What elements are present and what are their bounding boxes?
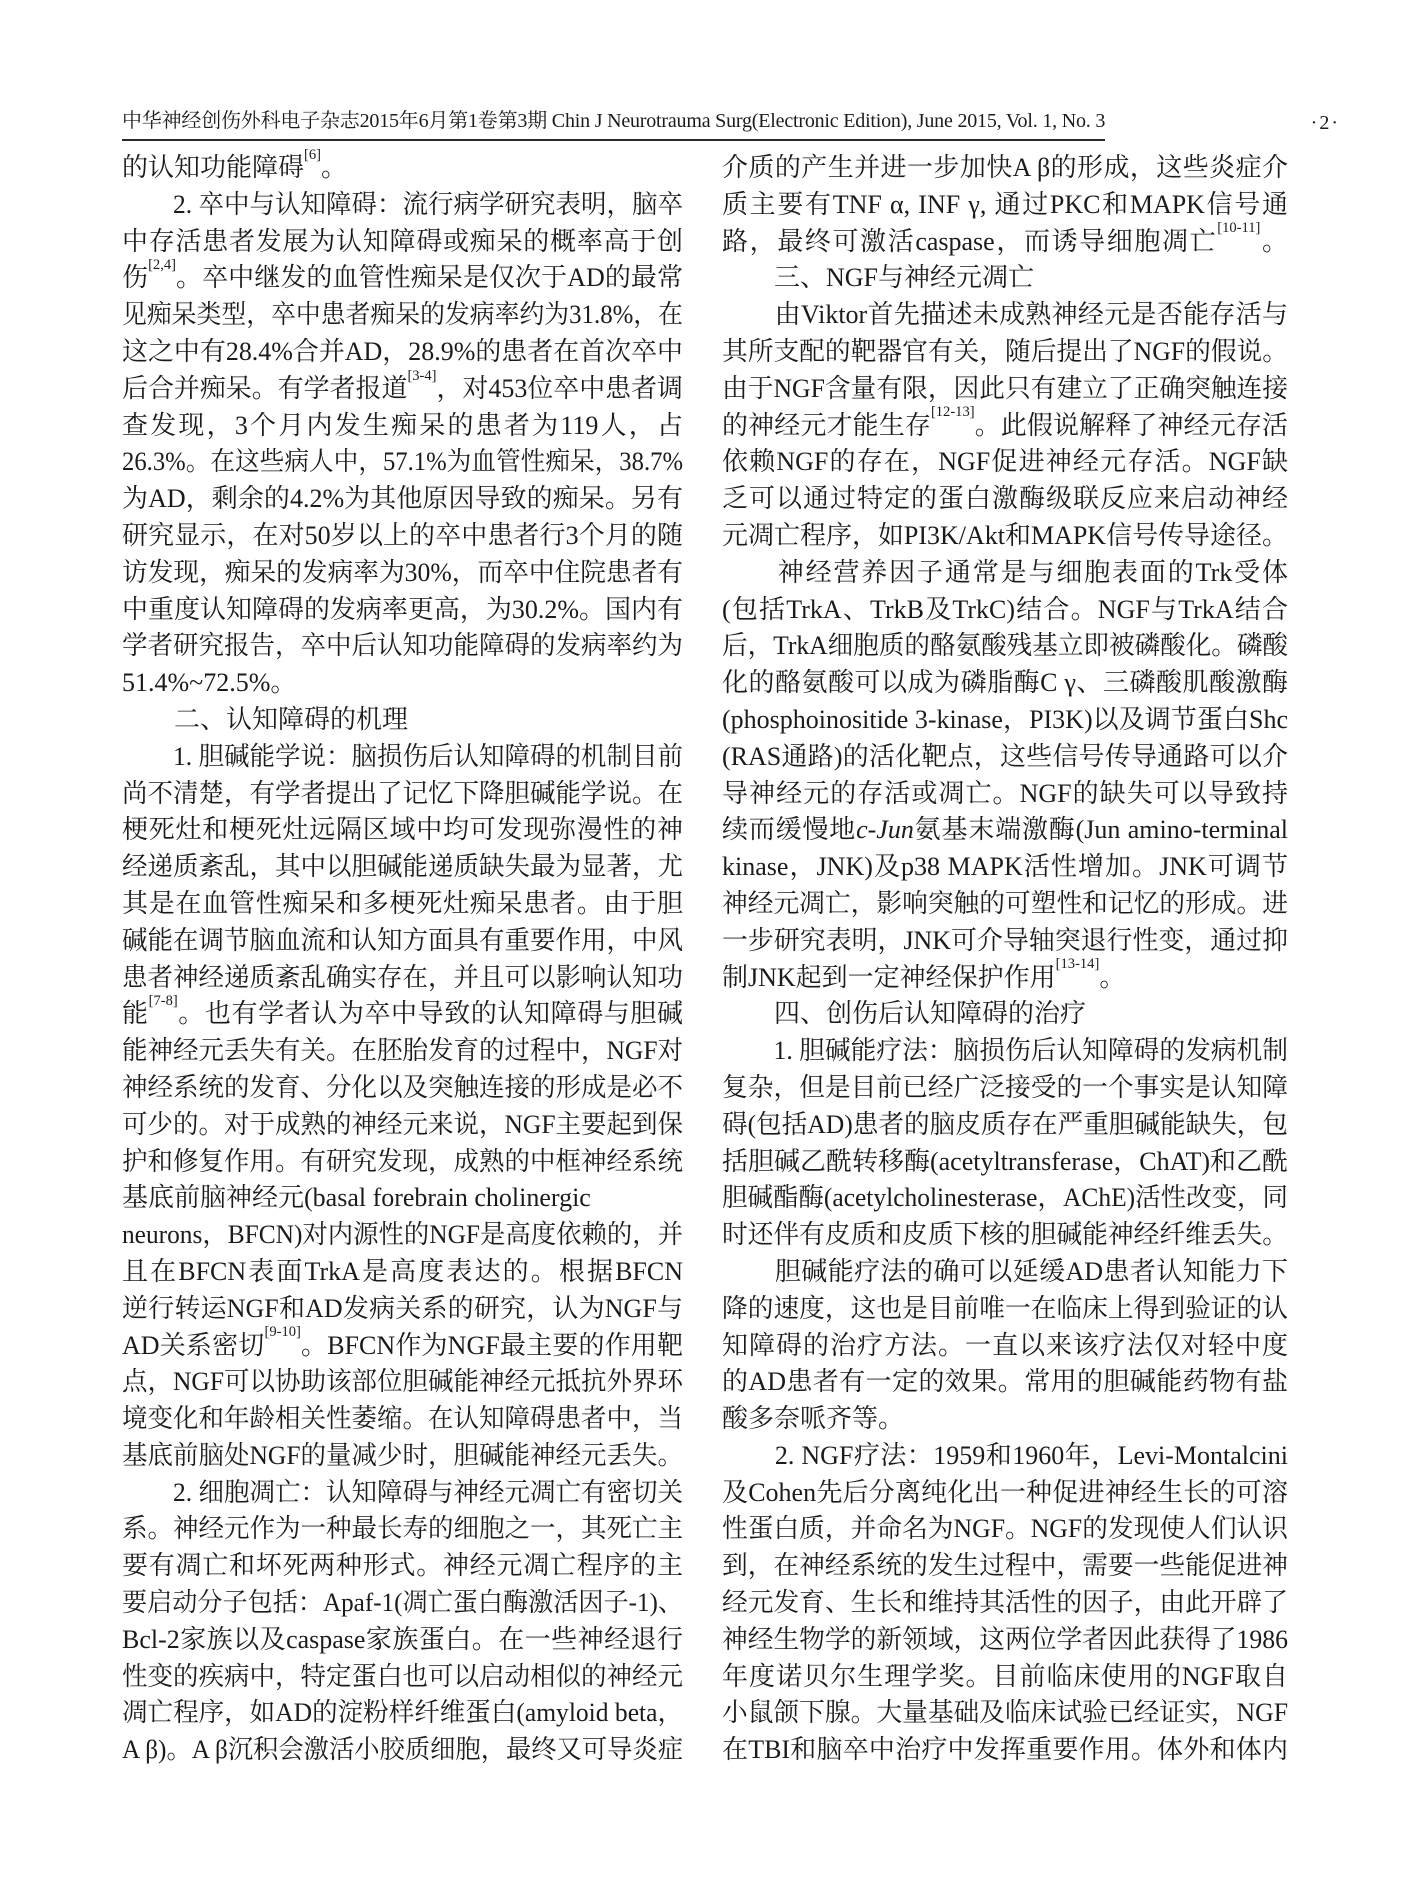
text-line: 由于NGF含量有限，因此只有建立了正确突触连接 bbox=[722, 373, 1288, 403]
text-line: 中存活患者发展为认知障碍或痴呆的概率高于创 bbox=[122, 226, 683, 256]
text-line: 梗死灶和梗死灶远隔区域中均可发现弥漫性的神 bbox=[122, 815, 683, 845]
text-line: 能[7-8]。也有学者认为卒中导致的认知障碍与胆碱 bbox=[122, 993, 683, 1029]
text-line: 为AD，剩余的4.2%为其他原因导致的痴呆。另有 bbox=[122, 484, 683, 514]
text-line: 四、创伤后认知障碍的治疗 bbox=[722, 999, 1087, 1029]
text-line: 1. 胆碱能学说：脑损伤后认知障碍的机制目前 bbox=[122, 741, 683, 771]
text-line: A β)。A β沉积会激活小胶质细胞，最终又可导炎症 bbox=[122, 1735, 683, 1765]
text-line: (phosphoinositide 3-kinase，PI3K)以及调节蛋白Shc bbox=[722, 704, 1288, 734]
text-line: Bcl-2家族以及caspase家族蛋白。在一些神经退行 bbox=[122, 1624, 683, 1654]
text-line: 逆行转运NGF和AD发病关系的研究，认为NGF与 bbox=[122, 1293, 683, 1323]
text-line: kinase，JNK)及p38 MAPK活性增加。JNK可调节 bbox=[722, 852, 1288, 882]
text-line: 后，TrkA细胞质的酪氨酸残基立即被磷酸化。磷酸 bbox=[722, 631, 1288, 661]
text-line: 2. 细胞凋亡：认知障碍与神经元凋亡有密切关 bbox=[122, 1477, 683, 1507]
text-line: 复杂，但是目前已经广泛接受的一个事实是认知障 bbox=[722, 1072, 1288, 1102]
text-line: 续而缓慢地c-Jun氨基末端激酶(Jun amino-terminal bbox=[722, 815, 1288, 845]
text-line: 51.4%~72.5%。 bbox=[122, 668, 297, 698]
text-line: 这之中有28.4%合并AD，28.9%的患者在首次卒中 bbox=[122, 336, 683, 366]
text-line: 一步研究表明，JNK可介导轴突退行性变，通过抑 bbox=[722, 925, 1288, 955]
text-line: 见痴呆类型，卒中患者痴呆的发病率约为31.8%，在 bbox=[122, 300, 683, 330]
text-line: 质主要有TNF α, INF γ, 通过PKC和MAPK信号通 bbox=[722, 189, 1288, 219]
text-line: 经递质紊乱，其中以胆碱能递质缺失最为显著，尤 bbox=[122, 852, 683, 882]
text-line: (包括TrkA、TrkB及TrkC)结合。NGF与TrkA结合 bbox=[722, 594, 1288, 624]
text-line: 时还伴有皮质和皮质下核的胆碱能神经纤维丢失。 bbox=[722, 1220, 1288, 1250]
text-line: 导神经元的存活或凋亡。NGF的缺失可以导致持 bbox=[722, 778, 1288, 808]
text-line: 经元发育、生长和维持其活性的因子，由此开辟了 bbox=[722, 1588, 1288, 1618]
text-line: 乏可以通过特定的蛋白激酶级联反应来启动神经 bbox=[722, 484, 1288, 514]
text-line: 碍(包括AD)患者的脑皮质存在严重胆碱能缺失，包 bbox=[722, 1109, 1288, 1139]
text-line: 系。神经元作为一种最长寿的细胞之一，其死亡主 bbox=[122, 1514, 683, 1544]
text-line: 性变的疾病中，特定蛋白也可以启动相似的神经元 bbox=[122, 1661, 683, 1691]
text-line: 胆碱能疗法的确可以延缓AD患者认知能力下 bbox=[722, 1256, 1288, 1286]
text-line: 凋亡程序，如AD的淀粉样纤维蛋白(amyloid beta， bbox=[122, 1698, 683, 1728]
text-line: 小鼠颌下腺。大量基础及临床试验已经证实，NGF bbox=[722, 1698, 1288, 1728]
text-line: 基底前脑处NGF的量减少时，胆碱能神经元丢失。 bbox=[122, 1440, 683, 1470]
text-line: 1. 胆碱能疗法：脑损伤后认知障碍的发病机制 bbox=[722, 1036, 1288, 1066]
text-line: 的AD患者有一定的效果。常用的胆碱能药物有盐 bbox=[722, 1367, 1288, 1397]
text-line: 能神经元丢失有关。在胚胎发育的过程中，NGF对 bbox=[122, 1036, 683, 1066]
text-line: 其是在血管性痴呆和多梗死灶痴呆患者。由于胆 bbox=[122, 888, 683, 918]
text-line: 神经营养因子通常是与细胞表面的Trk受体 bbox=[722, 557, 1288, 587]
text-line: AD关系密切[9-10]。BFCN作为NGF最主要的作用靶 bbox=[122, 1324, 683, 1360]
text-line: 元凋亡程序，如PI3K/Akt和MAPK信号传导途径。 bbox=[722, 520, 1288, 550]
text-line: 酸多奈哌齐等。 bbox=[722, 1404, 905, 1434]
text-line: 要有凋亡和坏死两种形式。神经元凋亡程序的主 bbox=[122, 1551, 683, 1581]
page-number: ·2· bbox=[1310, 112, 1340, 134]
text-line: 研究显示，在对50岁以上的卒中患者行3个月的随 bbox=[122, 520, 683, 550]
column-left bbox=[122, 146, 683, 1769]
text-line: 知障碍的治疗方法。一直以来该疗法仅对轻中度 bbox=[722, 1330, 1288, 1360]
text-line: 到，在神经系统的发生过程中，需要一些能促进神 bbox=[722, 1551, 1288, 1581]
text-line: 中重度认知障碍的发病率更高，为30.2%。国内有 bbox=[122, 594, 683, 624]
text-line: 神经系统的发育、分化以及突触连接的形成是必不 bbox=[122, 1072, 683, 1102]
text-line: 2. NGF疗法：1959和1960年，Levi-Montalcini bbox=[722, 1440, 1288, 1470]
text-line: 学者研究报告，卒中后认知功能障碍的发病率约为 bbox=[122, 631, 683, 661]
text-line: 26.3%。在这些病人中，57.1%为血管性痴呆，38.7% bbox=[122, 447, 683, 477]
text-line: 的认知功能障碍[6]。 bbox=[122, 146, 347, 182]
text-line: 化的酪氨酸可以成为磷脂酶C γ、三磷酸肌酸激酶 bbox=[722, 668, 1288, 698]
text-line: 的神经元才能生存[12-13]。此假说解释了神经元存活 bbox=[722, 404, 1288, 440]
text-line: 胆碱酯酶(acetylcholinesterase，AChE)活性改变，同 bbox=[722, 1183, 1288, 1213]
text-line: 要启动分子包括：Apaf-1(凋亡蛋白酶激活因子-1)、 bbox=[122, 1588, 683, 1618]
text-line: 尚不清楚，有学者提出了记忆下降胆碱能学说。在 bbox=[122, 778, 683, 808]
text-line: 制JNK起到一定神经保护作用[13-14]。 bbox=[722, 956, 1126, 992]
text-line: 2. 卒中与认知障碍：流行病学研究表明，脑卒 bbox=[122, 189, 683, 219]
text-line: 后合并痴呆。有学者报道[3-4]，对453位卒中患者调 bbox=[122, 367, 683, 403]
text-line: 二、认知障碍的机理 bbox=[122, 704, 409, 734]
page-header bbox=[122, 104, 1340, 141]
text-line: 基底前脑神经元(basal forebrain cholinergic bbox=[122, 1183, 591, 1213]
text-line: 降的速度，这也是目前唯一在临床上得到验证的认 bbox=[722, 1293, 1288, 1323]
text-line: 神经元凋亡，影响突触的可塑性和记忆的形成。进 bbox=[722, 888, 1288, 918]
text-line: 路，最终可激活caspase，而诱导细胞凋亡[10-11]。 bbox=[722, 220, 1288, 256]
text-line: 括胆碱乙酰转移酶(acetyltransferase，ChAT)和乙酰 bbox=[722, 1146, 1288, 1176]
text-line: 介质的产生并进一步加快A β的形成，这些炎症介 bbox=[722, 153, 1288, 182]
text-line: 护和修复作用。有研究发现，成熟的中框神经系统 bbox=[122, 1146, 683, 1176]
text-line: (RAS通路)的活化靶点，这些信号传导通路可以介 bbox=[722, 741, 1288, 771]
journal-title-line: 中华神经创伤外科电子杂志2015年6月第1卷第3期 Chin J Neurotrauma Surg(Electronic Edition), June 2015, Vol. 1, No. 3 bbox=[122, 104, 1105, 141]
text-line: 依赖NGF的存在，NGF促进神经元存活。NGF缺 bbox=[722, 447, 1288, 477]
text-line: 且在BFCN表面TrkA是高度表达的。根据BFCN bbox=[122, 1256, 683, 1286]
text-line: 由Viktor首先描述未成熟神经元是否能存活与 bbox=[722, 300, 1288, 330]
text-line: 伤[2,4]。卒中继发的血管性痴呆是仅次于AD的最常 bbox=[122, 257, 683, 293]
text-line: 点，NGF可以协助该部位胆碱能神经元抵抗外界环 bbox=[122, 1367, 683, 1397]
text-line: 可少的。对于成熟的神经元来说，NGF主要起到保 bbox=[122, 1109, 683, 1139]
text-line: 其所支配的靶器官有关，随后提出了NGF的假说。 bbox=[722, 336, 1288, 366]
text-line: 在TBI和脑卒中治疗中发挥重要作用。体外和体内 bbox=[722, 1735, 1288, 1765]
text-line: 及Cohen先后分离纯化出一种促进神经生长的可溶 bbox=[722, 1477, 1288, 1507]
text-line: 境变化和年龄相关性萎缩。在认知障碍患者中，当 bbox=[122, 1404, 683, 1434]
column-right bbox=[722, 150, 1288, 1769]
text-line: 患者神经递质紊乱确实存在，并且可以影响认知功 bbox=[122, 962, 683, 992]
text-line: 查发现，3个月内发生痴呆的患者为119人，占 bbox=[122, 410, 683, 440]
text-line: 性蛋白质，并命名为NGF。NGF的发现使人们认识 bbox=[722, 1514, 1288, 1544]
text-line: 访发现，痴呆的发病率为30%，而卒中住院患者有 bbox=[122, 557, 683, 587]
text-line: neurons，BFCN)对内源性的NGF是高度依赖的，并 bbox=[122, 1220, 683, 1250]
text-line: 三、NGF与神经元凋亡 bbox=[722, 263, 1035, 293]
text-line: 年度诺贝尔生理学奖。目前临床使用的NGF取自 bbox=[722, 1661, 1288, 1691]
text-line: 神经生物学的新领域，这两位学者因此获得了1986 bbox=[722, 1624, 1288, 1654]
text-line: 碱能在调节脑血流和认知方面具有重要作用，中风 bbox=[122, 925, 683, 955]
